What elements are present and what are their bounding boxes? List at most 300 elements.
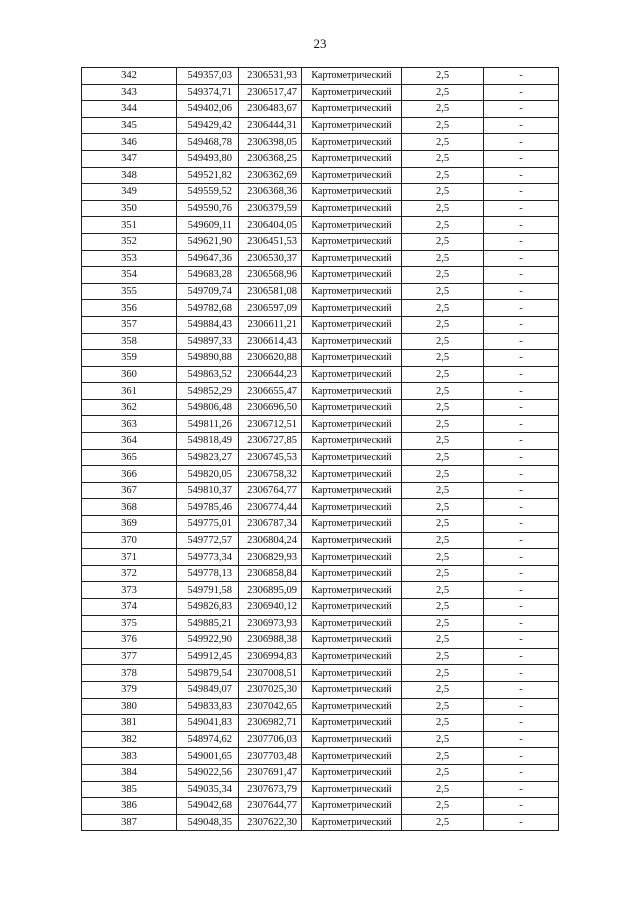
table-row [82, 150, 559, 167]
table-row [82, 665, 559, 682]
method-cell: Картометрический [302, 383, 402, 400]
method-cell: Картометрический [302, 217, 402, 234]
accuracy-cell: 2,5 [402, 134, 484, 151]
table-row [82, 416, 559, 433]
accuracy-cell: 2,5 [402, 150, 484, 167]
point-number-cell: 379 [82, 681, 177, 698]
point-number-cell: 361 [82, 383, 177, 400]
x-coordinate-cell: 549785,46 [177, 499, 239, 516]
y-coordinate-cell: 2306581,08 [239, 283, 302, 300]
table-row [82, 233, 559, 250]
accuracy-cell: 2,5 [402, 764, 484, 781]
x-coordinate-cell: 549782,68 [177, 300, 239, 317]
y-coordinate-cell: 2307673,79 [239, 781, 302, 798]
x-coordinate-cell: 549374,71 [177, 84, 239, 101]
description-cell: - [484, 665, 559, 682]
point-number-cell: 387 [82, 814, 177, 831]
method-cell: Картометрический [302, 698, 402, 715]
description-cell: - [484, 764, 559, 781]
point-number-cell: 371 [82, 549, 177, 566]
x-coordinate-cell: 549035,34 [177, 781, 239, 798]
method-cell: Картометрический [302, 681, 402, 698]
accuracy-cell: 2,5 [402, 532, 484, 549]
table-row [82, 499, 559, 516]
y-coordinate-cell: 2306444,31 [239, 117, 302, 134]
point-number-cell: 386 [82, 798, 177, 815]
x-coordinate-cell: 549468,78 [177, 134, 239, 151]
table-row [82, 200, 559, 217]
x-coordinate-cell: 549041,83 [177, 715, 239, 732]
method-cell: Картометрический [302, 283, 402, 300]
method-cell: Картометрический [302, 499, 402, 516]
point-number-cell: 355 [82, 283, 177, 300]
x-coordinate-cell: 549826,83 [177, 599, 239, 616]
table-row [82, 582, 559, 599]
method-cell: Картометрический [302, 184, 402, 201]
description-cell: - [484, 134, 559, 151]
description-cell: - [484, 748, 559, 765]
description-cell: - [484, 250, 559, 267]
y-coordinate-cell: 2307706,03 [239, 731, 302, 748]
point-number-cell: 345 [82, 117, 177, 134]
accuracy-cell: 2,5 [402, 482, 484, 499]
point-number-cell: 359 [82, 350, 177, 367]
point-number-cell: 377 [82, 648, 177, 665]
description-cell: - [484, 648, 559, 665]
y-coordinate-cell: 2306804,24 [239, 532, 302, 549]
accuracy-cell: 2,5 [402, 267, 484, 284]
method-cell: Картометрический [302, 433, 402, 450]
y-coordinate-cell: 2306568,96 [239, 267, 302, 284]
accuracy-cell: 2,5 [402, 399, 484, 416]
accuracy-cell: 2,5 [402, 549, 484, 566]
point-number-cell: 380 [82, 698, 177, 715]
accuracy-cell: 2,5 [402, 516, 484, 533]
table-row [82, 250, 559, 267]
y-coordinate-cell: 2306517,47 [239, 84, 302, 101]
accuracy-cell: 2,5 [402, 681, 484, 698]
y-coordinate-cell: 2306982,71 [239, 715, 302, 732]
table-row [82, 117, 559, 134]
accuracy-cell: 2,5 [402, 184, 484, 201]
table-row [82, 466, 559, 483]
description-cell: - [484, 814, 559, 831]
accuracy-cell: 2,5 [402, 416, 484, 433]
x-coordinate-cell: 549709,74 [177, 283, 239, 300]
y-coordinate-cell: 2306611,21 [239, 316, 302, 333]
point-number-cell: 352 [82, 233, 177, 250]
coordinates-table [81, 67, 559, 831]
description-cell: - [484, 283, 559, 300]
point-number-cell: 350 [82, 200, 177, 217]
method-cell: Картометрический [302, 615, 402, 632]
point-number-cell: 385 [82, 781, 177, 798]
table-row [82, 68, 559, 85]
description-cell: - [484, 599, 559, 616]
method-cell: Картометрический [302, 798, 402, 815]
x-coordinate-cell: 549849,07 [177, 681, 239, 698]
description-cell: - [484, 499, 559, 516]
table-row [82, 433, 559, 450]
method-cell: Картометрический [302, 781, 402, 798]
method-cell: Картометрический [302, 200, 402, 217]
method-cell: Картометрический [302, 134, 402, 151]
table-row [82, 316, 559, 333]
point-number-cell: 347 [82, 150, 177, 167]
description-cell: - [484, 466, 559, 483]
method-cell: Картометрический [302, 167, 402, 184]
y-coordinate-cell: 2306655,47 [239, 383, 302, 400]
table-row [82, 715, 559, 732]
table-row [82, 482, 559, 499]
method-cell: Картометрический [302, 565, 402, 582]
x-coordinate-cell: 549852,29 [177, 383, 239, 400]
table-row [82, 681, 559, 698]
x-coordinate-cell: 549897,33 [177, 333, 239, 350]
accuracy-cell: 2,5 [402, 599, 484, 616]
description-cell: - [484, 715, 559, 732]
method-cell: Картометрический [302, 150, 402, 167]
point-number-cell: 346 [82, 134, 177, 151]
x-coordinate-cell: 549884,43 [177, 316, 239, 333]
point-number-cell: 351 [82, 217, 177, 234]
method-cell: Картометрический [302, 250, 402, 267]
x-coordinate-cell: 549890,88 [177, 350, 239, 367]
method-cell: Картометрический [302, 117, 402, 134]
table-row [82, 333, 559, 350]
point-number-cell: 365 [82, 449, 177, 466]
x-coordinate-cell: 549773,34 [177, 549, 239, 566]
method-cell: Картометрический [302, 300, 402, 317]
point-number-cell: 383 [82, 748, 177, 765]
method-cell: Картометрический [302, 233, 402, 250]
x-coordinate-cell: 549647,36 [177, 250, 239, 267]
y-coordinate-cell: 2306829,93 [239, 549, 302, 566]
point-number-cell: 378 [82, 665, 177, 682]
method-cell: Картометрический [302, 549, 402, 566]
accuracy-cell: 2,5 [402, 449, 484, 466]
accuracy-cell: 2,5 [402, 632, 484, 649]
x-coordinate-cell: 549912,45 [177, 648, 239, 665]
table-row [82, 549, 559, 566]
point-number-cell: 384 [82, 764, 177, 781]
y-coordinate-cell: 2306858,84 [239, 565, 302, 582]
description-cell: - [484, 698, 559, 715]
method-cell: Картометрический [302, 84, 402, 101]
description-cell: - [484, 632, 559, 649]
description-cell: - [484, 68, 559, 85]
accuracy-cell: 2,5 [402, 698, 484, 715]
description-cell: - [484, 84, 559, 101]
point-number-cell: 368 [82, 499, 177, 516]
point-number-cell: 381 [82, 715, 177, 732]
x-coordinate-cell: 549683,28 [177, 267, 239, 284]
y-coordinate-cell: 2306712,51 [239, 416, 302, 433]
description-cell: - [484, 416, 559, 433]
method-cell: Картометрический [302, 632, 402, 649]
method-cell: Картометрический [302, 449, 402, 466]
x-coordinate-cell: 549879,54 [177, 665, 239, 682]
x-coordinate-cell: 549806,48 [177, 399, 239, 416]
method-cell: Картометрический [302, 482, 402, 499]
y-coordinate-cell: 2306451,53 [239, 233, 302, 250]
y-coordinate-cell: 2306973,93 [239, 615, 302, 632]
description-cell: - [484, 532, 559, 549]
description-cell: - [484, 449, 559, 466]
accuracy-cell: 2,5 [402, 665, 484, 682]
y-coordinate-cell: 2307703,48 [239, 748, 302, 765]
x-coordinate-cell: 549521,82 [177, 167, 239, 184]
method-cell: Картометрический [302, 582, 402, 599]
accuracy-cell: 2,5 [402, 383, 484, 400]
accuracy-cell: 2,5 [402, 300, 484, 317]
accuracy-cell: 2,5 [402, 350, 484, 367]
method-cell: Картометрический [302, 665, 402, 682]
y-coordinate-cell: 2307025,30 [239, 681, 302, 698]
description-cell: - [484, 798, 559, 815]
accuracy-cell: 2,5 [402, 781, 484, 798]
method-cell: Картометрический [302, 516, 402, 533]
method-cell: Картометрический [302, 101, 402, 118]
description-cell: - [484, 549, 559, 566]
table-row [82, 532, 559, 549]
y-coordinate-cell: 2306758,32 [239, 466, 302, 483]
table-row [82, 383, 559, 400]
method-cell: Картометрический [302, 267, 402, 284]
table-row [82, 300, 559, 317]
x-coordinate-cell: 549493,80 [177, 150, 239, 167]
description-cell: - [484, 482, 559, 499]
table-row [82, 798, 559, 815]
y-coordinate-cell: 2306988,38 [239, 632, 302, 649]
description-cell: - [484, 516, 559, 533]
point-number-cell: 372 [82, 565, 177, 582]
table-row [82, 267, 559, 284]
y-coordinate-cell: 2306362,69 [239, 167, 302, 184]
description-cell: - [484, 101, 559, 118]
method-cell: Картометрический [302, 68, 402, 85]
x-coordinate-cell: 549048,35 [177, 814, 239, 831]
x-coordinate-cell: 549820,05 [177, 466, 239, 483]
description-cell: - [484, 350, 559, 367]
table-row [82, 134, 559, 151]
point-number-cell: 367 [82, 482, 177, 499]
accuracy-cell: 2,5 [402, 250, 484, 267]
description-cell: - [484, 731, 559, 748]
x-coordinate-cell: 549559,52 [177, 184, 239, 201]
x-coordinate-cell: 549791,58 [177, 582, 239, 599]
description-cell: - [484, 433, 559, 450]
accuracy-cell: 2,5 [402, 814, 484, 831]
x-coordinate-cell: 549775,01 [177, 516, 239, 533]
point-number-cell: 358 [82, 333, 177, 350]
method-cell: Картометрический [302, 466, 402, 483]
method-cell: Картометрический [302, 316, 402, 333]
description-cell: - [484, 184, 559, 201]
y-coordinate-cell: 2306787,34 [239, 516, 302, 533]
description-cell: - [484, 117, 559, 134]
method-cell: Картометрический [302, 366, 402, 383]
description-cell: - [484, 615, 559, 632]
y-coordinate-cell: 2306530,37 [239, 250, 302, 267]
x-coordinate-cell: 549402,06 [177, 101, 239, 118]
description-cell: - [484, 167, 559, 184]
table-row [82, 565, 559, 582]
accuracy-cell: 2,5 [402, 200, 484, 217]
accuracy-cell: 2,5 [402, 333, 484, 350]
accuracy-cell: 2,5 [402, 316, 484, 333]
table-row [82, 632, 559, 649]
y-coordinate-cell: 2306727,85 [239, 433, 302, 450]
description-cell: - [484, 681, 559, 698]
point-number-cell: 342 [82, 68, 177, 85]
accuracy-cell: 2,5 [402, 233, 484, 250]
page-number: 23 [313, 36, 327, 51]
method-cell: Картометрический [302, 715, 402, 732]
y-coordinate-cell: 2306368,25 [239, 150, 302, 167]
x-coordinate-cell: 549357,03 [177, 68, 239, 85]
accuracy-cell: 2,5 [402, 101, 484, 118]
x-coordinate-cell: 549885,21 [177, 615, 239, 632]
description-cell: - [484, 200, 559, 217]
description-cell: - [484, 582, 559, 599]
method-cell: Картометрический [302, 333, 402, 350]
point-number-cell: 357 [82, 316, 177, 333]
y-coordinate-cell: 2306774,44 [239, 499, 302, 516]
x-coordinate-cell: 549042,68 [177, 798, 239, 815]
method-cell: Картометрический [302, 731, 402, 748]
x-coordinate-cell: 549609,11 [177, 217, 239, 234]
point-number-cell: 374 [82, 599, 177, 616]
point-number-cell: 354 [82, 267, 177, 284]
method-cell: Картометрический [302, 416, 402, 433]
point-number-cell: 369 [82, 516, 177, 533]
point-number-cell: 348 [82, 167, 177, 184]
y-coordinate-cell: 2306745,53 [239, 449, 302, 466]
point-number-cell: 353 [82, 250, 177, 267]
point-number-cell: 366 [82, 466, 177, 483]
table-row [82, 184, 559, 201]
point-number-cell: 370 [82, 532, 177, 549]
accuracy-cell: 2,5 [402, 283, 484, 300]
description-cell: - [484, 383, 559, 400]
accuracy-cell: 2,5 [402, 499, 484, 516]
description-cell: - [484, 217, 559, 234]
x-coordinate-cell: 549621,90 [177, 233, 239, 250]
x-coordinate-cell: 549863,52 [177, 366, 239, 383]
accuracy-cell: 2,5 [402, 798, 484, 815]
description-cell: - [484, 333, 559, 350]
accuracy-cell: 2,5 [402, 582, 484, 599]
y-coordinate-cell: 2306483,67 [239, 101, 302, 118]
point-number-cell: 360 [82, 366, 177, 383]
method-cell: Картометрический [302, 350, 402, 367]
method-cell: Картометрический [302, 399, 402, 416]
x-coordinate-cell: 549429,42 [177, 117, 239, 134]
description-cell: - [484, 300, 559, 317]
table-row [82, 781, 559, 798]
accuracy-cell: 2,5 [402, 433, 484, 450]
point-number-cell: 349 [82, 184, 177, 201]
y-coordinate-cell: 2306404,05 [239, 217, 302, 234]
x-coordinate-cell: 549590,76 [177, 200, 239, 217]
accuracy-cell: 2,5 [402, 366, 484, 383]
x-coordinate-cell: 549818,49 [177, 433, 239, 450]
table-row [82, 101, 559, 118]
table-row [82, 814, 559, 831]
x-coordinate-cell: 549772,57 [177, 532, 239, 549]
coordinates-table-body [82, 68, 559, 831]
description-cell: - [484, 233, 559, 250]
table-row [82, 399, 559, 416]
table-row [82, 648, 559, 665]
y-coordinate-cell: 2306895,09 [239, 582, 302, 599]
y-coordinate-cell: 2306696,50 [239, 399, 302, 416]
table-row [82, 167, 559, 184]
accuracy-cell: 2,5 [402, 715, 484, 732]
x-coordinate-cell: 549833,83 [177, 698, 239, 715]
point-number-cell: 376 [82, 632, 177, 649]
table-row [82, 217, 559, 234]
table-row [82, 615, 559, 632]
accuracy-cell: 2,5 [402, 565, 484, 582]
x-coordinate-cell: 549922,90 [177, 632, 239, 649]
y-coordinate-cell: 2307008,51 [239, 665, 302, 682]
y-coordinate-cell: 2306379,59 [239, 200, 302, 217]
accuracy-cell: 2,5 [402, 68, 484, 85]
table-row [82, 698, 559, 715]
x-coordinate-cell: 549778,13 [177, 565, 239, 582]
table-row [82, 748, 559, 765]
table-row [82, 84, 559, 101]
table-row [82, 350, 559, 367]
point-number-cell: 382 [82, 731, 177, 748]
x-coordinate-cell: 549001,65 [177, 748, 239, 765]
accuracy-cell: 2,5 [402, 117, 484, 134]
x-coordinate-cell: 549811,26 [177, 416, 239, 433]
x-coordinate-cell: 549810,37 [177, 482, 239, 499]
y-coordinate-cell: 2307042,65 [239, 698, 302, 715]
y-coordinate-cell: 2307644,77 [239, 798, 302, 815]
x-coordinate-cell: 549823,27 [177, 449, 239, 466]
point-number-cell: 363 [82, 416, 177, 433]
point-number-cell: 356 [82, 300, 177, 317]
accuracy-cell: 2,5 [402, 217, 484, 234]
description-cell: - [484, 366, 559, 383]
table-row [82, 449, 559, 466]
method-cell: Картометрический [302, 648, 402, 665]
y-coordinate-cell: 2307691,47 [239, 764, 302, 781]
point-number-cell: 364 [82, 433, 177, 450]
y-coordinate-cell: 2306531,93 [239, 68, 302, 85]
method-cell: Картометрический [302, 814, 402, 831]
method-cell: Картометрический [302, 599, 402, 616]
point-number-cell: 344 [82, 101, 177, 118]
y-coordinate-cell: 2306940,12 [239, 599, 302, 616]
accuracy-cell: 2,5 [402, 466, 484, 483]
accuracy-cell: 2,5 [402, 615, 484, 632]
point-number-cell: 362 [82, 399, 177, 416]
y-coordinate-cell: 2306368,36 [239, 184, 302, 201]
accuracy-cell: 2,5 [402, 167, 484, 184]
y-coordinate-cell: 2306398,05 [239, 134, 302, 151]
x-coordinate-cell: 548974,62 [177, 731, 239, 748]
y-coordinate-cell: 2306597,09 [239, 300, 302, 317]
description-cell: - [484, 150, 559, 167]
description-cell: - [484, 267, 559, 284]
table-row [82, 283, 559, 300]
method-cell: Картометрический [302, 764, 402, 781]
